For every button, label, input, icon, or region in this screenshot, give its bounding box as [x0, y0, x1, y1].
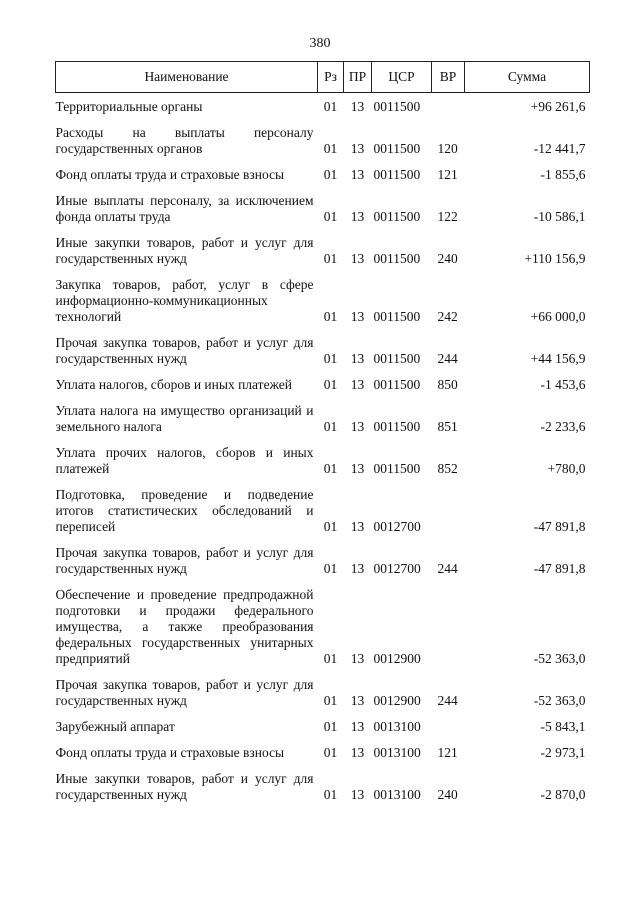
row-pr: 13 [350, 693, 365, 708]
row-sum: -5 843,1 [540, 719, 586, 734]
row-sum: -1 855,6 [540, 167, 586, 182]
row-name: Уплата прочих налогов, сборов и иных платежей [55, 445, 314, 476]
header-pr: ПР [344, 62, 372, 93]
row-name: Уплата налогов, сборов и иных платежей [55, 377, 292, 392]
row-csr: 0011500 [373, 309, 421, 324]
row-vr: 852 [437, 461, 458, 476]
row-vr: 244 [437, 693, 458, 708]
row-rz: 01 [323, 651, 338, 666]
row-name: Территориальные органы [55, 99, 203, 114]
row-pr: 13 [350, 167, 365, 182]
row-sum: -12 441,7 [533, 141, 586, 156]
row-vr: 240 [437, 251, 458, 266]
row-sum: +780,0 [547, 461, 586, 476]
row-name: Обеспечение и проведение предпродажной подготовки и продажи федерального имущества, а также преобразования федеральных государственных унитарных предприятий [55, 587, 314, 666]
row-csr: 0011500 [373, 461, 421, 476]
table-row [56, 267, 590, 325]
row-pr: 13 [350, 461, 365, 476]
row-vr [432, 577, 465, 667]
table-row [56, 667, 590, 709]
row-csr: 0011500 [373, 141, 421, 156]
row-sum: -1 453,6 [540, 377, 586, 392]
row-csr: 0013100 [373, 745, 421, 760]
row-sum: +44 156,9 [530, 351, 586, 366]
row-rz: 01 [323, 419, 338, 434]
row-pr: 13 [350, 141, 365, 156]
row-pr: 13 [350, 377, 365, 392]
row-csr: 0011500 [373, 251, 421, 266]
row-rz: 01 [323, 209, 338, 224]
row-csr: 0011500 [373, 209, 421, 224]
row-vr: 242 [437, 309, 458, 324]
row-name: Расходы на выплаты персоналу государственных органов [55, 125, 314, 156]
row-csr: 0011500 [373, 377, 421, 392]
row-pr: 13 [350, 99, 365, 114]
row-name: Иные выплаты персоналу, за исключением фонда оплаты труда [55, 193, 314, 224]
row-name: Закупка товаров, работ, услуг в сфере информационно-коммуникационных технологий [55, 277, 314, 324]
row-rz: 01 [323, 561, 338, 576]
row-sum: +96 261,6 [530, 99, 586, 114]
row-pr: 13 [350, 419, 365, 434]
table-row [56, 709, 590, 735]
row-name: Прочая закупка товаров, работ и услуг для государственных нужд [55, 335, 314, 366]
row-csr: 0013100 [373, 719, 421, 734]
row-pr: 13 [350, 561, 365, 576]
page-number: 380 [309, 36, 331, 51]
table-row [56, 325, 590, 367]
table-body [56, 93, 590, 804]
row-pr: 13 [350, 309, 365, 324]
row-name: Уплата налога на имущество организаций и земельного налога [55, 403, 314, 434]
row-csr: 0011500 [373, 99, 421, 114]
table-row [56, 183, 590, 225]
table-row [56, 225, 590, 267]
row-csr: 0013100 [373, 787, 421, 802]
row-pr: 13 [350, 209, 365, 224]
row-pr: 13 [350, 651, 365, 666]
header-sum: Сумма [465, 62, 590, 93]
row-rz: 01 [323, 167, 338, 182]
row-pr: 13 [350, 787, 365, 802]
row-rz: 01 [323, 719, 338, 734]
row-csr: 0011500 [373, 167, 421, 182]
row-name: Прочая закупка товаров, работ и услуг для государственных нужд [55, 545, 314, 576]
row-rz: 01 [323, 745, 338, 760]
table-row [56, 577, 590, 667]
table-row [56, 435, 590, 477]
row-csr: 0012700 [373, 519, 421, 534]
row-name: Иные закупки товаров, работ и услуг для государственных нужд [55, 235, 314, 266]
row-name: Фонд оплаты труда и страховые взносы [55, 167, 285, 182]
header-csr: ЦСР [372, 62, 432, 93]
row-rz: 01 [323, 351, 338, 366]
row-name: Прочая закупка товаров, работ и услуг для государственных нужд [55, 677, 314, 708]
row-pr: 13 [350, 251, 365, 266]
row-vr [432, 477, 465, 535]
row-vr: 850 [437, 377, 458, 392]
table-row [56, 477, 590, 535]
row-sum: -52 363,0 [533, 651, 586, 666]
table-row [56, 393, 590, 435]
table-row [56, 735, 590, 761]
row-rz: 01 [323, 519, 338, 534]
row-vr: 244 [437, 351, 458, 366]
table-row [56, 535, 590, 577]
row-vr: 120 [437, 141, 458, 156]
row-pr: 13 [350, 719, 365, 734]
row-rz: 01 [323, 251, 338, 266]
row-vr: 122 [437, 209, 458, 224]
row-sum: -2 870,0 [540, 787, 586, 802]
row-pr: 13 [350, 745, 365, 760]
row-rz: 01 [323, 99, 338, 114]
row-rz: 01 [323, 693, 338, 708]
row-vr: 121 [437, 745, 458, 760]
table-row [56, 761, 590, 803]
table-header-row [56, 62, 590, 93]
row-sum: +66 000,0 [530, 309, 586, 324]
row-name: Зарубежный аппарат [55, 719, 175, 734]
header-vr: ВР [432, 62, 465, 93]
row-pr: 13 [350, 351, 365, 366]
row-csr: 0011500 [373, 351, 421, 366]
row-name: Подготовка, проведение и подведение итогов статистических обследований и переписей [55, 487, 314, 534]
row-vr: 240 [437, 787, 458, 802]
row-rz: 01 [323, 461, 338, 476]
row-csr: 0012900 [373, 651, 421, 666]
row-rz: 01 [323, 787, 338, 802]
row-csr: 0012700 [373, 561, 421, 576]
row-vr [432, 93, 465, 116]
table-row [56, 367, 590, 393]
row-sum: -10 586,1 [533, 209, 586, 224]
row-sum: -2 233,6 [540, 419, 586, 434]
row-vr: 244 [437, 561, 458, 576]
row-csr: 0011500 [373, 419, 421, 434]
table-row [56, 93, 590, 116]
header-rz: Рз [318, 62, 344, 93]
row-sum: -47 891,8 [533, 561, 586, 576]
row-name: Иные закупки товаров, работ и услуг для государственных нужд [55, 771, 314, 802]
row-sum: -47 891,8 [533, 519, 586, 534]
row-rz: 01 [323, 377, 338, 392]
budget-table [55, 61, 590, 803]
row-vr: 121 [437, 167, 458, 182]
row-rz: 01 [323, 141, 338, 156]
row-sum: -52 363,0 [533, 693, 586, 708]
row-name: Фонд оплаты труда и страховые взносы [55, 745, 285, 760]
row-csr: 0012900 [373, 693, 421, 708]
row-vr [432, 709, 465, 735]
row-vr: 851 [437, 419, 458, 434]
row-sum: -2 973,1 [540, 745, 586, 760]
row-sum: +110 156,9 [524, 251, 586, 266]
table-row [56, 115, 590, 157]
row-pr: 13 [350, 519, 365, 534]
table-row [56, 157, 590, 183]
row-rz: 01 [323, 309, 338, 324]
header-name: Наименование [56, 62, 318, 93]
